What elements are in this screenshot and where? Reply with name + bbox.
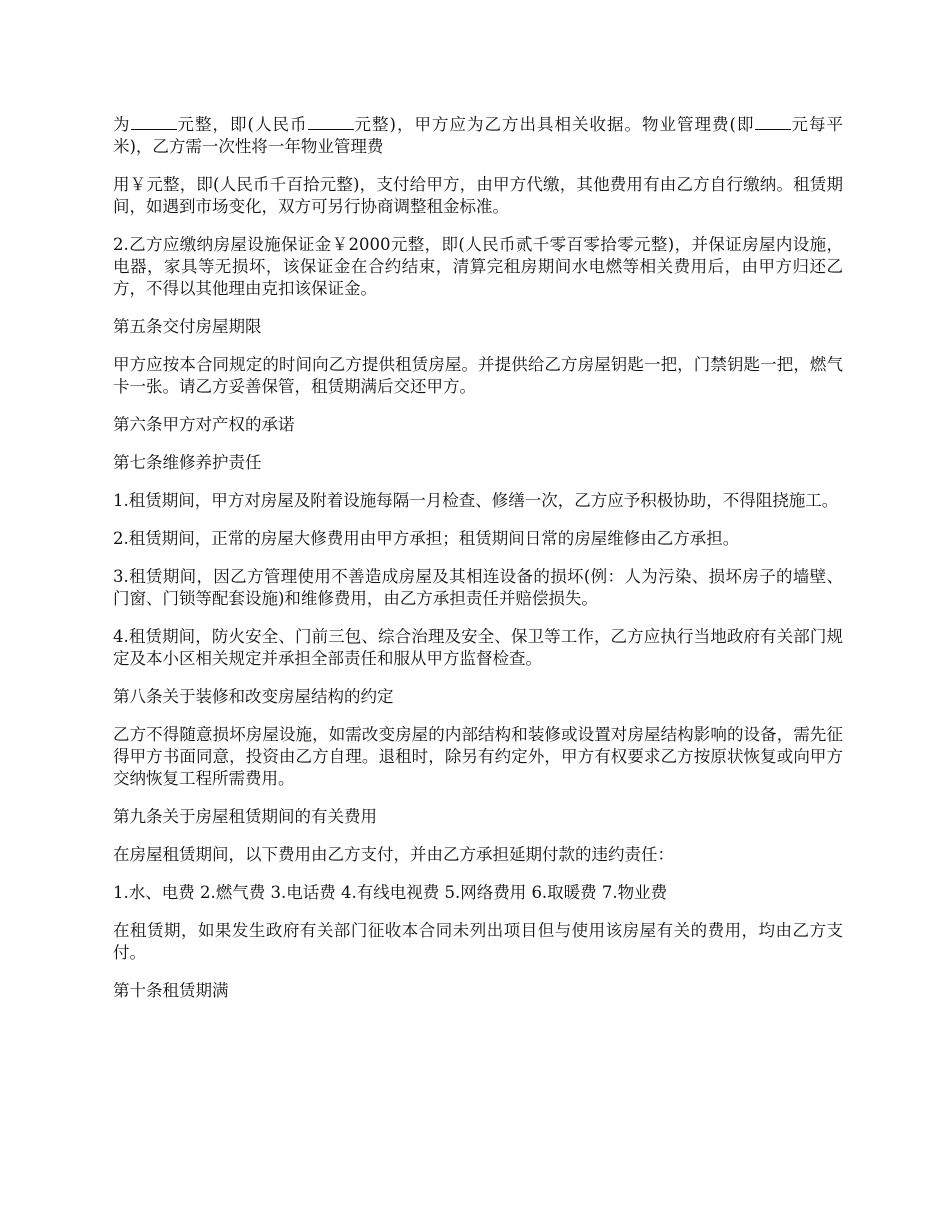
blank-underline [308,111,354,130]
document-page [113,111,843,1018]
section-heading-article-7: 第七条维修养护责任 [113,453,262,472]
section-heading-article-9: 第九条关于房屋租赁期间的有关费用 [113,807,377,826]
paragraph-maintenance-3: 3.租赁期间，因乙方管理使用不善造成房屋及其相连设备的损坏(例：人为污染、损坏房子的墙壁、门窗、门锁等配套设施)和维修费用，由乙方承担责任并赔偿损失。 [113,567,843,608]
section-heading-article-8: 第八条关于装修和改变房屋结构的约定 [113,687,394,706]
blank-underline [131,111,177,130]
text-segment: 为 [113,115,131,134]
paragraph-maintenance-4: 4.租赁期间，防火安全、门前三包、综合治理及安全、保卫等工作，乙方应执行当地政府有关部门规定及本小区相关规定并承担全部责任和服从甲方监督检查。 [113,627,843,668]
paragraph-government-fees: 在租赁期，如果发生政府有关部门征收本合同未列出项目但与使用该房屋有关的费用，均由乙方支付。 [113,921,843,962]
paragraph-rent-amount [113,111,843,158]
section-heading-article-6: 第六条甲方对产权的承诺 [113,415,295,434]
text-segment: 元每平米)，乙方需一次性将一年物业管理费 [113,115,844,156]
paragraph-maintenance-1: 1.租赁期间，甲方对房屋及附着设施每隔一月检查、修缮一次，乙方应予积极协助，不得阻挠施工。 [113,491,839,510]
paragraph-maintenance-2: 2.租赁期间，正常的房屋大修费用由甲方承担；租赁期间日常的房屋维修由乙方承担。 [113,529,740,548]
paragraph-delivery: 甲方应按本合同规定的时间向乙方提供租赁房屋。并提供给乙方房屋钥匙一把，门禁钥匙一把，燃气卡一张。请乙方妥善保管，租赁期满后交还甲方。 [113,355,843,396]
paragraph-fee-list: 1.水、电费 2.燃气费 3.电话费 4.有线电视费 5.网络费用 6.取暖费 7.物业费 [113,883,668,902]
text-segment: 元整)，甲方应为乙方出具相关收据。物业管理费(即 [353,115,755,134]
section-heading-article-10: 第十条租赁期满 [113,981,229,1000]
paragraph-deposit: 2.乙方应缴纳房屋设施保证金￥2000元整，即(人民币贰千零百零拾零元整)，并保证房屋内设施，电器，家具等无损坏，该保证金在合约结束，清算完租房期间水电燃等相关费用后，由甲方归还乙方，不得以其他理由克扣该保证金。 [113,235,843,298]
paragraph-fees-intro: 在房屋租赁期间，以下费用由乙方支付，并由乙方承担延期付款的违约责任： [113,845,674,864]
section-heading-article-5: 第五条交付房屋期限 [113,317,262,336]
paragraph-renovation: 乙方不得随意损坏房屋设施，如需改变房屋的内部结构和装修或设置对房屋结构影响的设备，需先征得甲方书面同意，投资由乙方自理。退租时，除另有约定外，甲方有权要求乙方按原状恢复或向甲方交纳恢复工程所需费用。 [113,725,843,788]
blank-underline [755,111,791,130]
text-segment: 元整，即(人民币 [176,115,308,134]
paragraph-fee-payment: 用￥元整，即(人民币千百拾元整)，支付给甲方，由甲方代缴，其他费用有由乙方自行缴纳。租赁期间，如遇到市场变化，双方可另行协商调整租金标准。 [113,175,843,216]
